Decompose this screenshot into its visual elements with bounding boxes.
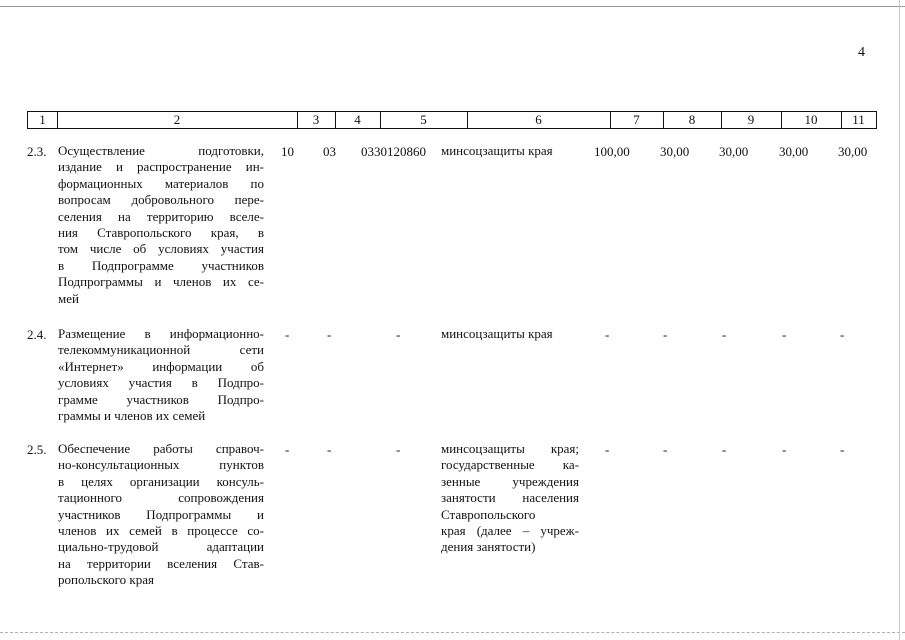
description-line: Осуществление подготовки, xyxy=(58,143,264,158)
cell-subsection: - xyxy=(327,442,332,457)
cell-year-1: - xyxy=(663,327,668,342)
executor-line: минсоцзащиты края xyxy=(441,326,553,341)
cell-total: - xyxy=(605,442,610,457)
description-line: в целях организации консуль- xyxy=(58,473,264,489)
cell-year-4: 30,00 xyxy=(838,144,868,159)
scan-edge-top xyxy=(0,6,905,7)
description-line: Обеспечение работы справоч- xyxy=(58,441,264,456)
header-col-9: 9 xyxy=(721,112,782,128)
description-line: но-консультационных пунктов xyxy=(58,457,264,473)
executor-line: края (далее – учреж- xyxy=(441,523,579,539)
cell-year-1: 30,00 xyxy=(660,144,690,159)
description-line: телекоммуникационной сети xyxy=(58,342,264,358)
description-line: участников Подпрограммы и xyxy=(58,506,264,522)
cell-target-code: 0330120860 xyxy=(361,144,426,159)
cell-total: - xyxy=(605,327,610,342)
cell-year-2: 30,00 xyxy=(719,144,749,159)
description-line: мей xyxy=(58,290,79,306)
row-number: 2.3. xyxy=(27,144,47,159)
scan-edge-right xyxy=(899,0,900,640)
cell-year-2: - xyxy=(722,442,727,457)
header-col-1: 1 xyxy=(28,112,58,128)
header-col-7: 7 xyxy=(610,112,664,128)
cell-section: - xyxy=(285,327,290,342)
cell-subsection: 03 xyxy=(323,144,336,159)
description-line: на территории вселения Став- xyxy=(58,555,264,571)
cell-year-3: - xyxy=(782,442,787,457)
cell-year-2: - xyxy=(722,327,727,342)
header-col-2: 2 xyxy=(57,112,298,128)
executor-line: зенные учреждения xyxy=(441,473,579,489)
description-line: том числе об условиях участия xyxy=(58,241,264,257)
description-line: издание и распространение ин- xyxy=(58,159,264,175)
description-line: формационных материалов по xyxy=(58,175,264,191)
executor-line: занятости населения xyxy=(441,490,579,506)
row-number: 2.4. xyxy=(27,327,47,342)
row-description xyxy=(58,326,264,424)
column-number-header xyxy=(27,111,877,129)
scan-edge-bottom xyxy=(0,632,905,633)
header-col-3: 3 xyxy=(297,112,336,128)
executor-line: минсоцзащиты края; xyxy=(441,441,579,456)
cell-subsection: - xyxy=(327,327,332,342)
header-col-8: 8 xyxy=(663,112,722,128)
description-line: членов их семей в процессе со- xyxy=(58,523,264,539)
cell-year-4: - xyxy=(840,327,845,342)
cell-total: 100,00 xyxy=(594,144,630,159)
description-line: Подпрограммы и членов их се- xyxy=(58,274,264,290)
cell-executor xyxy=(441,326,579,342)
header-col-10: 10 xyxy=(781,112,842,128)
executor-line: дения занятости) xyxy=(441,539,536,555)
cell-target-code: - xyxy=(396,327,401,342)
header-col-11: 11 xyxy=(852,112,865,127)
description-line: «Интернет» информации об xyxy=(58,358,264,374)
executor-line: Ставропольского xyxy=(441,506,536,522)
description-line: циально-трудовой адаптации xyxy=(58,539,264,555)
header-col-6: 6 xyxy=(467,112,611,128)
description-line: в Подпрограмме участников xyxy=(58,257,264,273)
description-line: селения на территорию вселе- xyxy=(58,208,264,224)
description-line: условиях участия в Подпро- xyxy=(58,375,264,391)
description-line: ния Ставропольского края, в xyxy=(58,225,264,241)
cell-year-3: 30,00 xyxy=(779,144,809,159)
cell-executor xyxy=(441,441,579,556)
description-line: вопросам добровольного пере- xyxy=(58,192,264,208)
cell-year-1: - xyxy=(663,442,668,457)
description-line: тационного сопровождения xyxy=(58,490,264,506)
description-line: ропольского края xyxy=(58,572,154,588)
row-description xyxy=(58,441,264,589)
row-description xyxy=(58,143,264,307)
row-number: 2.5. xyxy=(27,442,47,457)
cell-target-code: - xyxy=(396,442,401,457)
description-line: Размещение в информационно- xyxy=(58,326,264,341)
cell-section: - xyxy=(285,442,290,457)
header-col-4: 4 xyxy=(335,112,381,128)
cell-year-3: - xyxy=(782,327,787,342)
executor-line: государственные ка- xyxy=(441,457,579,473)
cell-section: 10 xyxy=(281,144,294,159)
cell-executor xyxy=(441,143,579,159)
executor-line: минсоцзащиты края xyxy=(441,143,553,158)
page-number: 4 xyxy=(858,45,865,60)
description-line: грамме участников Подпро- xyxy=(58,391,264,407)
description-line: граммы и членов их семей xyxy=(58,408,206,424)
header-col-5: 5 xyxy=(380,112,468,128)
cell-year-4: - xyxy=(840,442,845,457)
